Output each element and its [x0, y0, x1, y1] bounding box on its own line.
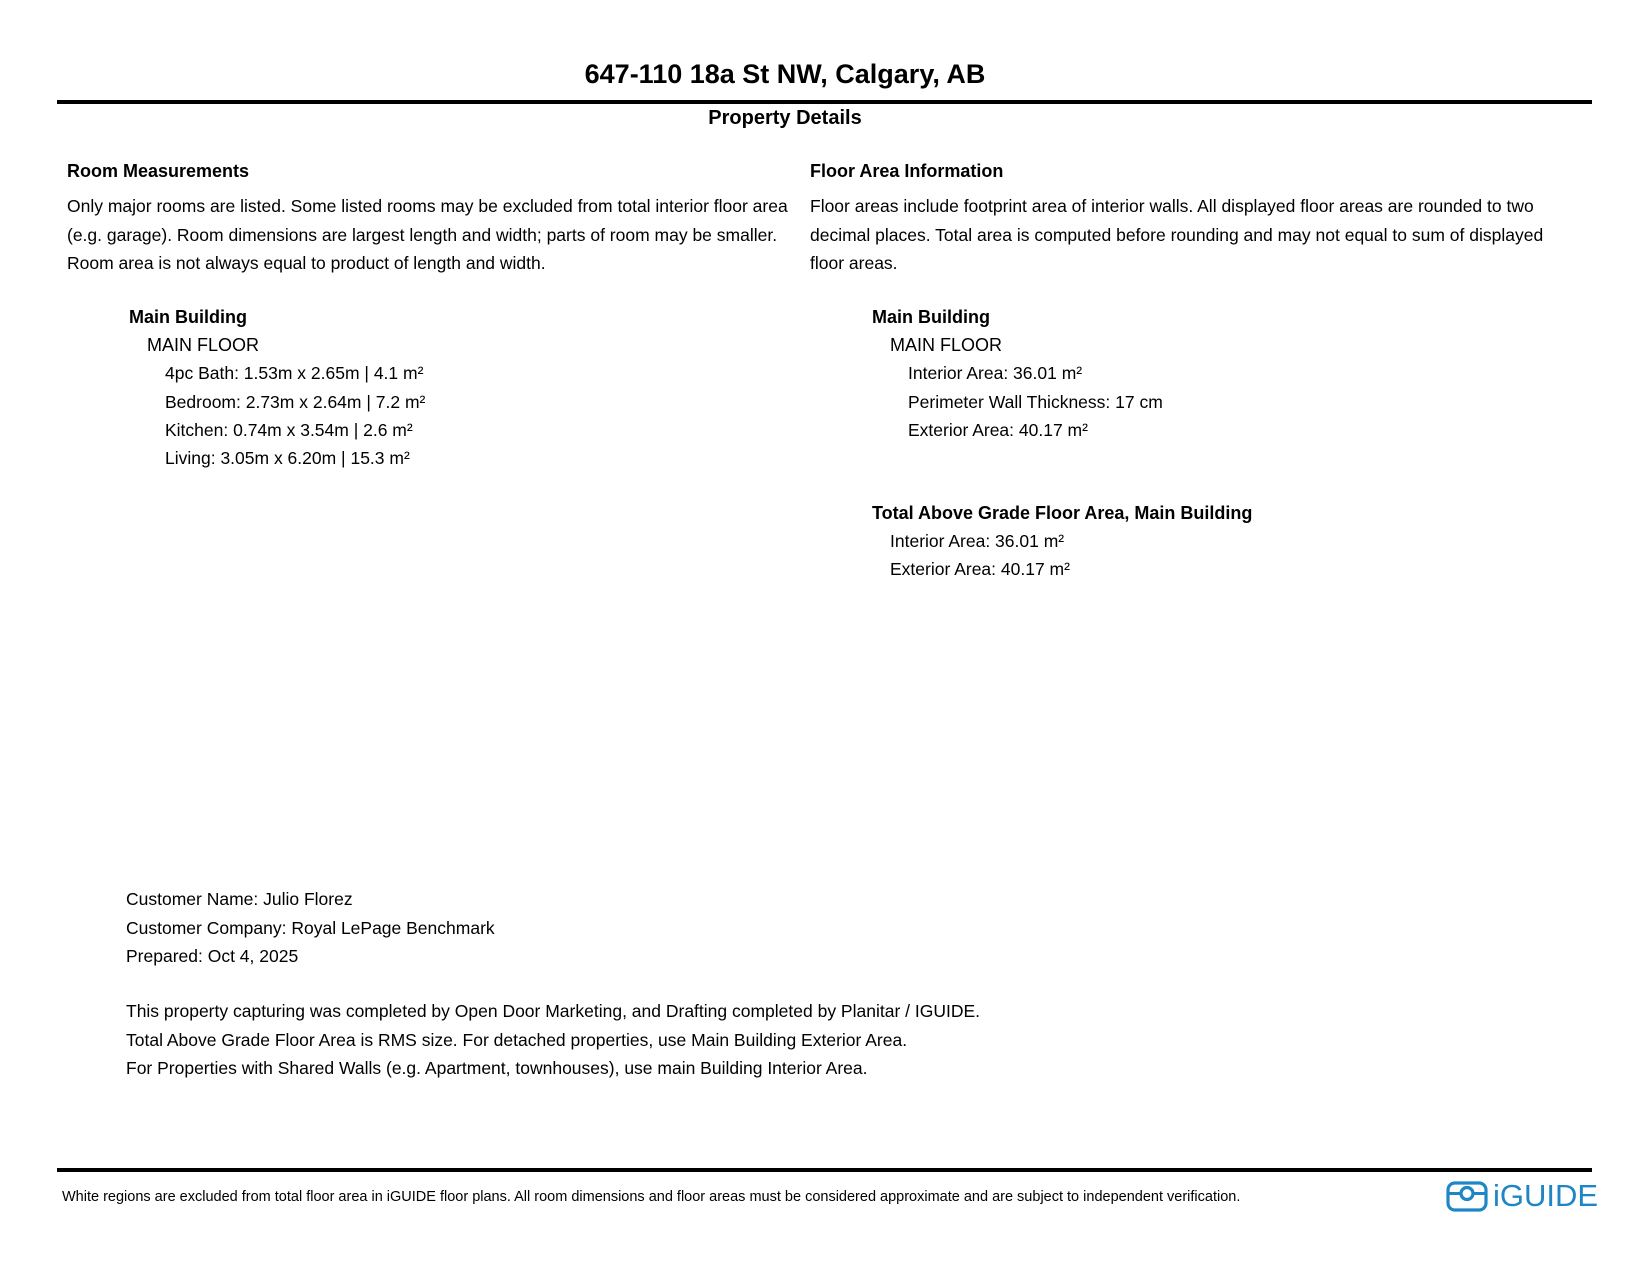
room-measurement-line: Bedroom: 2.73m x 2.64m | 7.2 m²	[165, 391, 426, 412]
floor-area-detail-line: Exterior Area: 40.17 m²	[908, 419, 1088, 440]
notes-line: This property capturing was completed by Open Door Marketing, and Drafting completed by Planitar / IGUIDE.	[126, 1001, 981, 1021]
footer-divider	[57, 1168, 1592, 1172]
title-divider	[57, 100, 1592, 104]
floor-area-detail-line: Perimeter Wall Thickness: 17 cm	[908, 391, 1163, 412]
footer-disclaimer: White regions are excluded from total floor area in iGUIDE floor plans. All room dimensions and floor areas must be considered approximate and are subject to independent verification.	[62, 1189, 1241, 1205]
notes-line: Total Above Grade Floor Area is RMS size. For detached properties, use Main Building Exterior Area.	[126, 1029, 908, 1050]
room-measurements-building-block	[129, 303, 425, 472]
iguide-logo-text: iGUIDE	[1493, 1178, 1599, 1213]
page-title: 647-110 18a St NW, Calgary, AB	[584, 59, 986, 89]
total-detail-line: Interior Area: 36.01 m²	[890, 531, 1065, 552]
room-measurements-section	[67, 160, 788, 278]
room-measurement-line: Living: 3.05m x 6.20m | 15.3 m²	[165, 448, 410, 469]
floor-area-description-line: decimal places. Total area is computed before rounding and may not equal to sum of displayed	[810, 224, 1544, 245]
floor-name: MAIN FLOOR	[147, 335, 260, 356]
floor-area-building-block	[872, 303, 1163, 444]
room-measurements-description-line: (e.g. garage). Room dimensions are largest length and width; parts of room may be smaller.	[67, 224, 778, 245]
room-measurements-heading: Room Measurements	[67, 161, 250, 181]
total-detail-line: Exterior Area: 40.17 m²	[890, 559, 1070, 580]
customer-company-line: Customer Company: Royal LePage Benchmark	[126, 917, 495, 938]
room-measurements-description-line: Room area is not always equal to product of length and width.	[67, 253, 546, 273]
notes-line: For Properties with Shared Walls (e.g. Apartment, townhouses), use main Building Interior Area.	[126, 1058, 868, 1078]
room-measurement-line: Kitchen: 0.74m x 3.54m | 2.6 m²	[165, 419, 413, 440]
total-above-grade-heading: Total Above Grade Floor Area, Main Building	[872, 503, 1253, 523]
customer-name-line: Customer Name: Julio Florez	[126, 889, 353, 909]
prepared-date-line: Prepared: Oct 4, 2025	[126, 946, 299, 966]
total-above-grade-block	[872, 499, 1252, 584]
room-measurements-description-line: Only major rooms are listed. Some listed rooms may be excluded from total interior floor area	[67, 196, 788, 216]
building-name: Main Building	[872, 307, 990, 327]
floor-area-detail-line: Interior Area: 36.01 m²	[908, 363, 1083, 384]
floor-area-description-line: Floor areas include footprint area of interior walls. All displayed floor areas are rounded to two	[810, 196, 1534, 216]
room-measurement-line: 4pc Bath: 1.53m x 2.65m | 4.1 m²	[165, 363, 424, 384]
iguide-camera-icon	[1446, 1179, 1488, 1213]
customer-info-block	[126, 885, 495, 971]
floor-name: MAIN FLOOR	[890, 335, 1003, 356]
floor-area-information-section	[810, 160, 1544, 278]
page-subtitle: Property Details	[708, 107, 862, 129]
building-name: Main Building	[129, 307, 247, 327]
iguide-logo	[1446, 1179, 1598, 1213]
floor-area-information-heading: Floor Area Information	[810, 161, 1004, 181]
floor-area-description-line: floor areas.	[810, 253, 898, 273]
notes-block	[126, 997, 980, 1083]
